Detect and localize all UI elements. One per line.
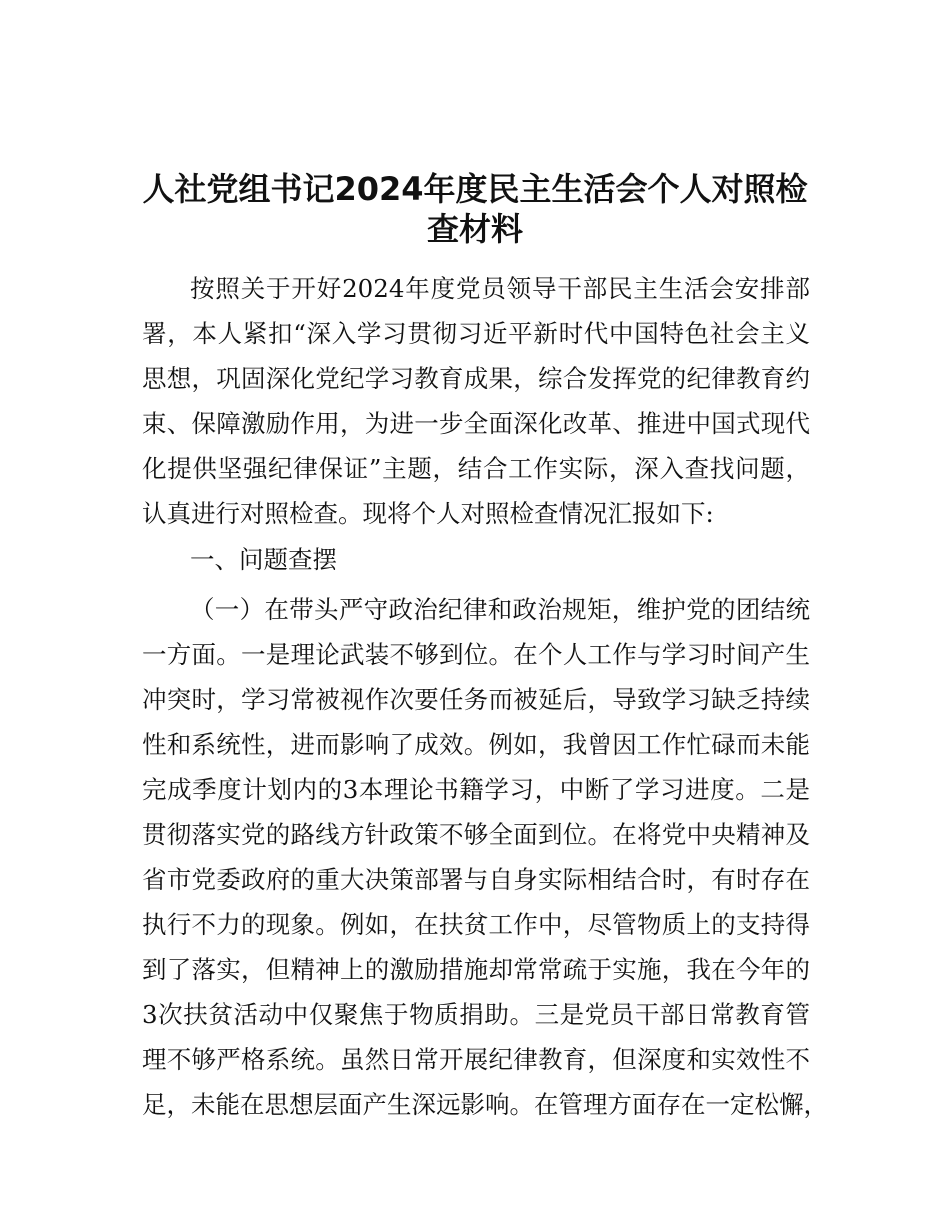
paragraph-line: 到了落实，但精神上的激励措施却常常疏于实施，我在今年的 bbox=[142, 955, 810, 984]
paragraph-line: 3次扶贫活动中仅聚焦于物质捐助。三是党员干部日常教育管 bbox=[142, 1000, 810, 1029]
document-title-line-2: 查材料 bbox=[426, 210, 523, 248]
paragraph-line: 完成季度计划内的3本理论书籍学习，中断了学习进度。二是 bbox=[142, 775, 810, 804]
paragraph-line: 贯彻落实党的路线方针政策不够全面到位。在将党中央精神及 bbox=[142, 820, 810, 849]
document-title-line-1: 人社党组书记2024年度民主生活会个人对照检 bbox=[142, 170, 808, 208]
paragraph-line: 冲突时，学习常被视作次要任务而被延后，导致学习缺乏持续 bbox=[142, 685, 810, 714]
paragraph-line: 认真进行对照检查。现将个人对照检查情况汇报如下: bbox=[142, 499, 714, 528]
section-heading: 一、问题查摆 bbox=[190, 545, 337, 574]
paragraph-line: 署，本人紧扣“深入学习贯彻习近平新时代中国特色社会主义 bbox=[142, 319, 810, 348]
paragraph-line: 省市党委政府的重大决策部署与自身实际相结合时，有时存在 bbox=[142, 865, 810, 894]
paragraph-line: 足，未能在思想层面产生深远影响。在管理方面存在一定松懈， bbox=[142, 1090, 828, 1119]
paragraph-line: 一方面。一是理论武装不够到位。在个人工作与学习时间产生 bbox=[142, 640, 810, 669]
paragraph-line: （一）在带头严守政治纪律和政治规矩，维护党的团结统 bbox=[190, 595, 810, 624]
paragraph-line: 化提供坚强纪律保证”主题，结合工作实际，深入查找问题， bbox=[142, 454, 810, 483]
paragraph-line: 执行不力的现象。例如，在扶贫工作中，尽管物质上的支持得 bbox=[142, 910, 810, 939]
paragraph-line: 思想，巩固深化党纪学习教育成果，综合发挥党的纪律教育约 bbox=[142, 364, 810, 393]
paragraph-line: 束、保障激励作用，为进一步全面深化改革、推进中国式现代 bbox=[142, 409, 810, 438]
paragraph-line: 性和系统性，进而影响了成效。例如，我曾因工作忙碌而未能 bbox=[142, 730, 810, 759]
paragraph-line: 按照关于开好2024年度党员领导干部民主生活会安排部 bbox=[190, 274, 810, 303]
paragraph-line: 理不够严格系统。虽然日常开展纪律教育，但深度和实效性不 bbox=[142, 1045, 810, 1074]
